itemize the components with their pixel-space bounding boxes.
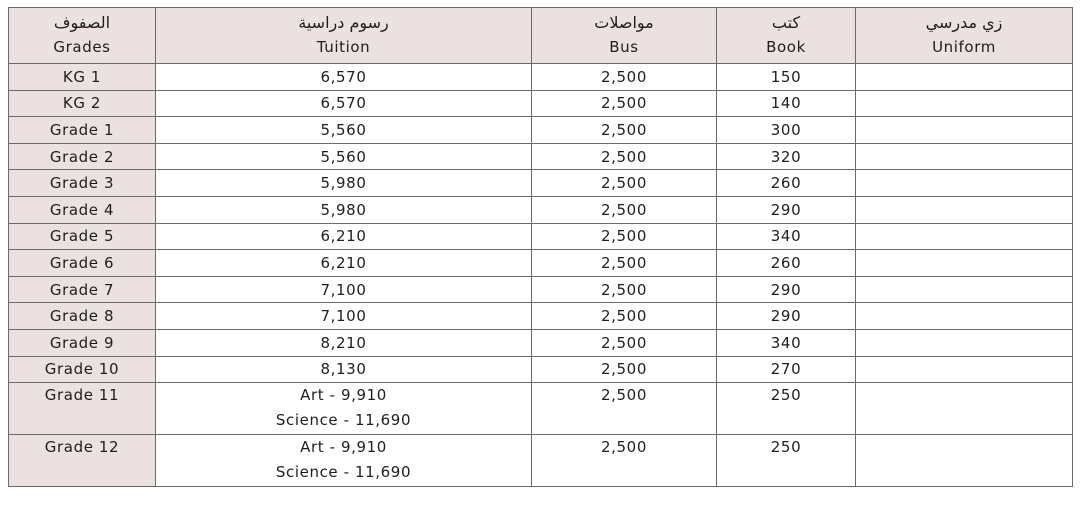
tuition-art: Art - 9,910	[300, 386, 387, 405]
fee-table-body	[9, 64, 1073, 487]
uniform-cell	[856, 435, 1073, 487]
tuition-science: Science - 11,690	[275, 411, 412, 430]
grade-cell: Grade 3	[9, 170, 156, 197]
tuition-cell: 8,130	[156, 356, 532, 383]
uniform-cell	[856, 170, 1073, 197]
grade-cell: KG 1	[9, 64, 156, 91]
bus-cell: 2,500	[532, 303, 717, 330]
grade-cell: Grade 1	[9, 117, 156, 144]
table-row	[9, 196, 1073, 223]
header-row	[9, 8, 1073, 64]
book-cell: 340	[717, 223, 856, 250]
header-tuition-ar: رسوم دراسية	[298, 13, 389, 32]
bus-cell: 2,500	[532, 117, 717, 144]
header-uniform-en: Uniform	[932, 38, 996, 56]
book-cell: 300	[717, 117, 856, 144]
book-cell: 290	[717, 303, 856, 330]
table-row	[9, 383, 1073, 435]
grade-cell: Grade 7	[9, 276, 156, 303]
tuition-cell: 6,570	[156, 64, 532, 91]
uniform-cell	[856, 250, 1073, 277]
bus-cell: 2,500	[532, 276, 717, 303]
header-book-en: Book	[766, 38, 806, 56]
header-bus-ar: مواصلات	[594, 13, 654, 32]
table-row	[9, 329, 1073, 356]
tuition-cell	[156, 383, 532, 435]
table-row	[9, 303, 1073, 330]
grade-cell: Grade 2	[9, 143, 156, 170]
table-row	[9, 117, 1073, 144]
table-row	[9, 170, 1073, 197]
table-row	[9, 64, 1073, 91]
tuition-cell: 7,100	[156, 276, 532, 303]
header-grades-en: Grades	[53, 38, 111, 56]
bus-cell: 2,500	[532, 90, 717, 117]
uniform-cell	[856, 303, 1073, 330]
uniform-cell	[856, 276, 1073, 303]
header-uniform-ar: زي مدرسي	[925, 13, 1003, 32]
grade-cell: Grade 12	[9, 435, 156, 487]
bus-cell: 2,500	[532, 64, 717, 91]
header-uniform	[856, 8, 1073, 64]
grade-cell: Grade 6	[9, 250, 156, 277]
tuition-cell: 5,560	[156, 117, 532, 144]
tuition-cell: 6,210	[156, 223, 532, 250]
book-cell: 290	[717, 276, 856, 303]
uniform-cell	[856, 196, 1073, 223]
header-bus-en: Bus	[609, 38, 639, 56]
uniform-cell	[856, 356, 1073, 383]
uniform-cell	[856, 90, 1073, 117]
book-cell: 260	[717, 170, 856, 197]
table-row	[9, 276, 1073, 303]
uniform-cell	[856, 383, 1073, 435]
grade-cell: Grade 9	[9, 329, 156, 356]
uniform-cell	[856, 64, 1073, 91]
grade-cell: Grade 11	[9, 383, 156, 435]
uniform-cell	[856, 223, 1073, 250]
table-row	[9, 356, 1073, 383]
header-bus	[532, 8, 717, 64]
tuition-options	[156, 383, 531, 433]
tuition-cell	[156, 435, 532, 487]
bus-cell: 2,500	[532, 223, 717, 250]
tuition-cell: 5,980	[156, 170, 532, 197]
tuition-options	[156, 435, 531, 485]
book-cell: 270	[717, 356, 856, 383]
bus-cell: 2,500	[532, 383, 717, 435]
book-cell: 320	[717, 143, 856, 170]
book-cell: 140	[717, 90, 856, 117]
bus-cell: 2,500	[532, 170, 717, 197]
book-cell: 340	[717, 329, 856, 356]
book-cell: 150	[717, 64, 856, 91]
bus-cell: 2,500	[532, 329, 717, 356]
uniform-cell	[856, 117, 1073, 144]
grade-cell: Grade 10	[9, 356, 156, 383]
bus-cell: 2,500	[532, 356, 717, 383]
book-cell: 250	[717, 435, 856, 487]
grade-cell: KG 2	[9, 90, 156, 117]
tuition-cell: 8,210	[156, 329, 532, 356]
grade-cell: Grade 4	[9, 196, 156, 223]
grade-cell: Grade 5	[9, 223, 156, 250]
book-cell: 260	[717, 250, 856, 277]
tuition-cell: 7,100	[156, 303, 532, 330]
uniform-cell	[856, 143, 1073, 170]
table-row	[9, 435, 1073, 487]
bus-cell: 2,500	[532, 196, 717, 223]
bus-cell: 2,500	[532, 143, 717, 170]
book-cell: 290	[717, 196, 856, 223]
header-tuition	[156, 8, 532, 64]
uniform-cell	[856, 329, 1073, 356]
grade-cell: Grade 8	[9, 303, 156, 330]
tuition-art: Art - 9,910	[300, 438, 387, 457]
tuition-cell: 6,570	[156, 90, 532, 117]
table-row	[9, 223, 1073, 250]
fee-table	[8, 7, 1073, 487]
book-cell: 250	[717, 383, 856, 435]
table-row	[9, 250, 1073, 277]
table-row	[9, 90, 1073, 117]
tuition-cell: 6,210	[156, 250, 532, 277]
bus-cell: 2,500	[532, 435, 717, 487]
header-book-ar: كتب	[771, 13, 801, 32]
table-row	[9, 143, 1073, 170]
header-book	[717, 8, 856, 64]
header-grades	[9, 8, 156, 64]
header-grades-ar: الصفوف	[53, 13, 111, 32]
tuition-cell: 5,980	[156, 196, 532, 223]
tuition-science: Science - 11,690	[275, 463, 412, 482]
header-tuition-en: Tuition	[316, 38, 371, 56]
tuition-cell: 5,560	[156, 143, 532, 170]
bus-cell: 2,500	[532, 250, 717, 277]
